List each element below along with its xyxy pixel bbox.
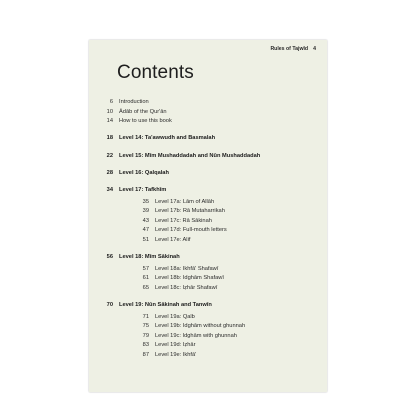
toc-page-number: 14 (106, 118, 113, 125)
toc-label: Level 19b: Idghām without ghunnah (155, 323, 246, 330)
toc-entry (89, 152, 327, 162)
toc-subentry (89, 198, 327, 208)
toc-page-number: 10 (106, 108, 113, 115)
toc-page-number: 83 (142, 342, 149, 349)
toc-label: How to use this book (119, 118, 172, 125)
toc-page-number: 79 (142, 332, 149, 339)
toc-label: Level 19: Nūn Sākinah and Tanwīn (119, 302, 212, 309)
toc-label: Level 15: Mīm Mushaddadah and Nūn Mushaddadah (119, 152, 261, 159)
toc-entry (89, 98, 327, 108)
toc-page-number: 71 (142, 313, 149, 320)
toc-page-number: 6 (109, 99, 113, 105)
toc-subentry (89, 284, 327, 294)
page-number: 4 (313, 46, 316, 52)
toc-label: Level 16: Qalqalah (119, 169, 169, 176)
toc-label: Level 17a: Lām of Allāh (155, 198, 215, 205)
toc-subentry (89, 207, 327, 217)
toc-subentry (89, 265, 327, 275)
toc-entry (89, 134, 327, 144)
toc-subentry (89, 236, 327, 246)
toc-subentry (89, 332, 327, 342)
toc-page-number: 61 (142, 275, 149, 282)
toc-page-number: 75 (142, 323, 149, 330)
toc-subentry (89, 341, 327, 351)
toc-page-number: 28 (106, 169, 113, 176)
toc-page-number: 34 (106, 186, 113, 193)
toc-subentry (89, 226, 327, 236)
toc-page-number: 70 (106, 302, 113, 309)
toc-page-number: 57 (142, 265, 149, 272)
toc-page-number: 43 (142, 217, 149, 224)
toc-label: Level 19a: Qalb (155, 313, 195, 320)
toc-label: Level 19c: Idghām with ghunnah (155, 332, 237, 339)
running-head (270, 46, 316, 52)
book-page (89, 40, 327, 392)
toc-subentry (89, 274, 327, 284)
toc-label: Level 19e: Ikhfā' (155, 352, 197, 359)
toc-label: Level 17d: Full-mouth letters (155, 227, 227, 234)
toc-subentry (89, 313, 327, 323)
toc-page-number: 65 (142, 284, 149, 291)
toc-page-number: 39 (142, 208, 149, 215)
toc-subentry (89, 322, 327, 332)
toc-label: Level 19d: Iẓhār (155, 342, 196, 349)
toc-label: Level 14: Ta'awwudh and Basmalah (119, 135, 216, 142)
toc-page-number: 87 (142, 352, 149, 359)
toc-entry (89, 186, 327, 196)
toc-label: Level 18a: Ikhfā' Shafawī (155, 265, 219, 272)
toc-entry (89, 108, 327, 118)
toc-page-number: 51 (142, 236, 149, 243)
toc-label: Level 18c: Iẓhār Shafawī (155, 284, 218, 291)
table-of-contents (89, 98, 327, 361)
toc-label: Level 17b: Rā Mutaharrikah (155, 208, 225, 215)
toc-page-number: 22 (106, 152, 113, 159)
toc-label: Level 17: Tafkhīm (119, 186, 167, 193)
toc-entry (89, 253, 327, 263)
toc-label: Level 17e: Alif (155, 236, 191, 243)
toc-label: Level 18b: Idghām Shafawī (155, 275, 224, 282)
toc-label: Ādāb of the Qur'ān (119, 108, 167, 115)
toc-entry (89, 169, 327, 179)
toc-label: Level 17c: Rā Sākinah (155, 217, 212, 224)
toc-entry (89, 301, 327, 311)
toc-page-number: 35 (142, 198, 149, 205)
toc-label: Introduction (119, 99, 149, 105)
running-title: Rules of Tajwīd (270, 46, 309, 52)
page-title: Contents (117, 62, 194, 83)
toc-entry (89, 117, 327, 127)
toc-subentry (89, 217, 327, 227)
toc-subentry (89, 351, 327, 361)
toc-page-number: 47 (142, 227, 149, 234)
toc-page-number: 56 (106, 254, 113, 261)
toc-page-number: 18 (106, 135, 113, 142)
toc-label: Level 18: Mīm Sākinah (119, 254, 180, 261)
